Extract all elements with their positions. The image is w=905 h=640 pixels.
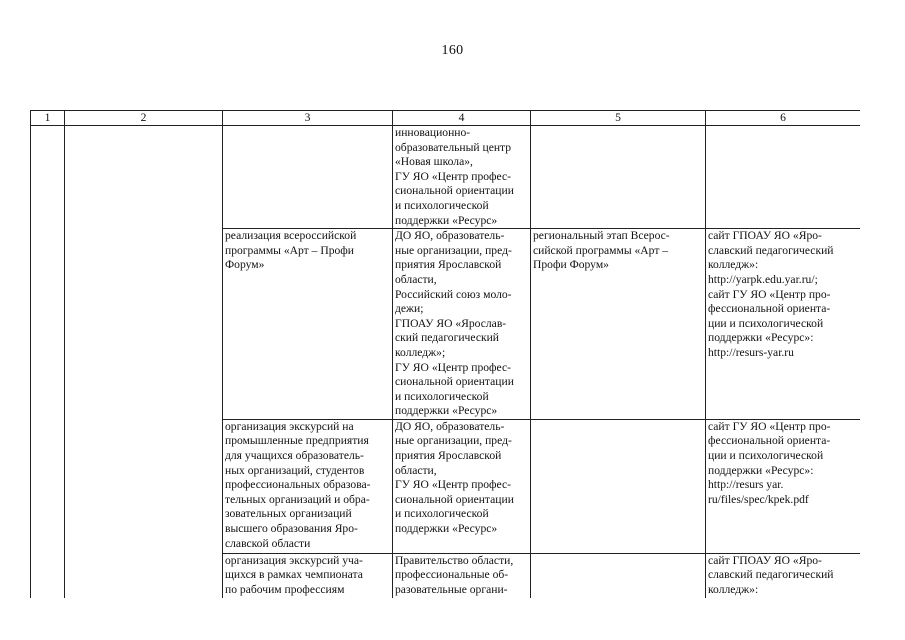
column-header-4: 4 (393, 111, 531, 126)
document-table (30, 110, 860, 598)
table-cell-col3 (223, 126, 393, 229)
table-cell-col4 (393, 126, 531, 229)
column-header-3: 3 (223, 111, 393, 126)
column-header-2: 2 (65, 111, 223, 126)
cell-text: Правительство области, профессиональные об- разовательные органи- (395, 553, 514, 597)
cell-text: сайт ГУ ЯО «Центр про- фессиональной ориента- ции и психологической поддержки «Ресурс»: http://resurs yar. ru/files/spec/kpek.pdf (708, 419, 831, 506)
table-cell-col4 (393, 553, 531, 598)
table-cell-col6 (706, 553, 861, 598)
column-header-5: 5 (531, 111, 706, 126)
document-table-container (30, 110, 860, 598)
table-row (31, 126, 861, 229)
cell-text: инновационно- образовательный центр «Новая школа», ГУ ЯО «Центр профес- сиональной ориентации и психологической поддержки «Ресурс» (395, 126, 514, 227)
table-cell-col6 (706, 419, 861, 553)
cell-text: ДО ЯО, образователь- ные организации, пред- приятия Ярославской области, Российский союз моло- дежи; ГПОАУ ЯО «Ярослав- ский педагогический колледж»; ГУ ЯО «Центр профес- сиональной ориентации и психологической поддержки «Ресурс» (395, 229, 514, 418)
table-cell-col4 (393, 229, 531, 420)
column-header-1: 1 (31, 111, 65, 126)
cell-text: реализация всероссийской программы «Арт – Профи Форум» (225, 229, 357, 272)
table-cell-col3 (223, 419, 393, 553)
cell-text: ДО ЯО, образователь- ные организации, пред- приятия Ярославской области, ГУ ЯО «Центр профес- сиональной ориентации и психологической поддержки «Ресурс» (395, 419, 514, 536)
table-cell-col3 (223, 553, 393, 598)
table-header-row (31, 111, 861, 126)
table-cell-col1 (31, 126, 65, 599)
cell-text: организация экскурсий на промышленные предприятия для учащихся образователь- ных организаций, студентов профессиональных образова- тельных организаций и обра- зовательных организаций высшего образования Яро- славской области (225, 419, 371, 550)
cell-text: сайт ГПОАУ ЯО «Яро- славский педагогический колледж»: (708, 553, 834, 597)
table-cell-col5 (531, 419, 706, 553)
table-cell-col5 (531, 126, 706, 229)
cell-text: региональный этап Всерос- сийской программы «Арт – Профи Форум» (533, 229, 670, 272)
table-cell-col2 (65, 126, 223, 599)
cell-text: организация экскурсий уча- щихся в рамках чемпионата по рабочим профессиям (225, 553, 363, 597)
table-cell-col4 (393, 419, 531, 553)
table-cell-col6 (706, 229, 861, 420)
table-cell-col6 (706, 126, 861, 229)
table-cell-col3 (223, 229, 393, 420)
table-cell-col5 (531, 229, 706, 420)
column-header-6: 6 (706, 111, 861, 126)
table-cell-col5 (531, 553, 706, 598)
page-number: 160 (441, 43, 464, 58)
cell-text: сайт ГПОАУ ЯО «Яро- славский педагогический колледж»: http://yarpk.edu.yar.ru/; сайт ГУ ЯО «Центр про- фессиональной ориента- ции и психологической поддержки «Ресурс»: http://resurs-yar.ru (708, 229, 834, 359)
